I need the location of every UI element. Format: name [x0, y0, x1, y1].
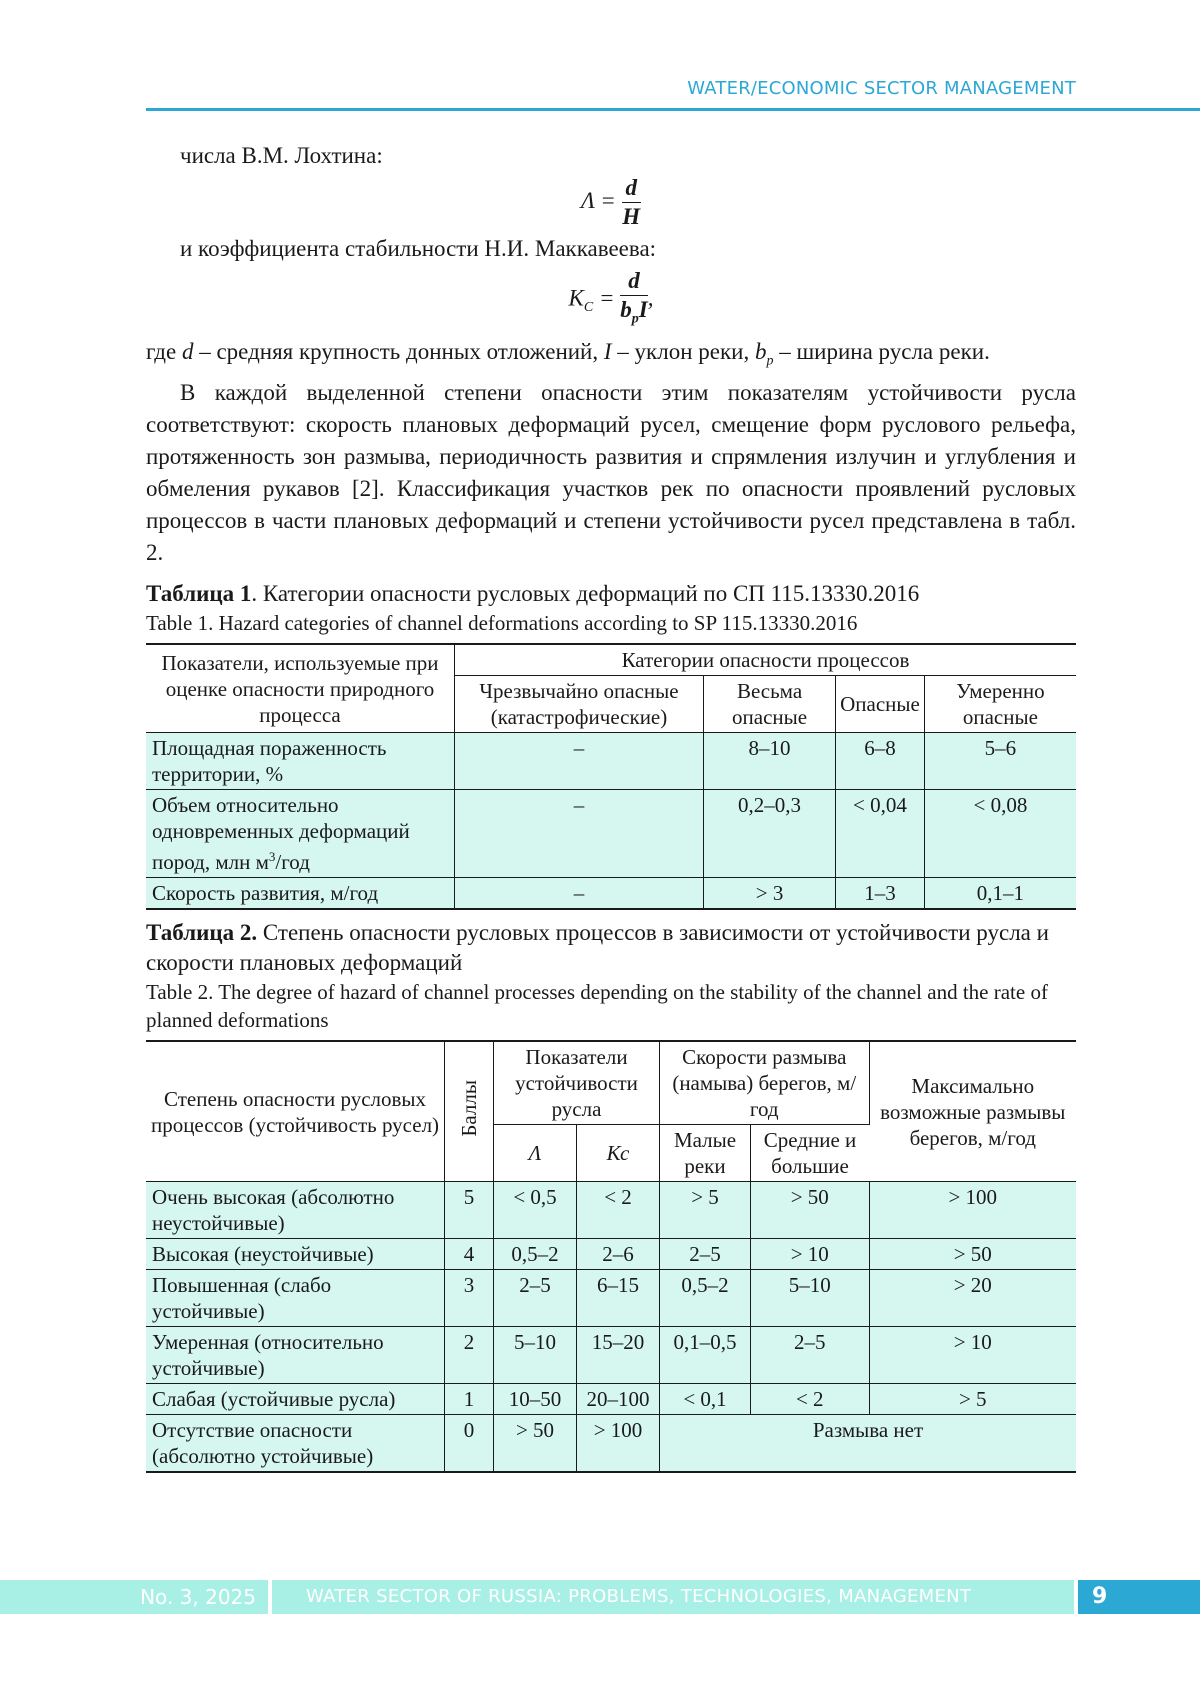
formula2-eq: = [598, 285, 615, 311]
table2-medium: 2–5 [751, 1327, 870, 1384]
table2-row [146, 1415, 1076, 1473]
table2-max: > 100 [869, 1182, 1076, 1239]
page-number: 9 [1092, 1584, 1108, 1609]
table2-lambda: 5–10 [494, 1327, 577, 1384]
table2-degree: Отсутствие опасности (абсолютно устойчивые) [146, 1415, 445, 1473]
table2-kc-header: Кс [577, 1125, 660, 1182]
table1-row-label-text: Объем относительно одновременных деформаций пород, млн м [152, 793, 410, 875]
table2-score: 2 [445, 1327, 494, 1384]
where-part4: – ширина русла реки. [773, 338, 990, 364]
table2-merged-cell: Размыва нет [660, 1415, 1077, 1473]
table1-group-header: Категории опасности процессов [455, 644, 1077, 676]
table2-kc: > 100 [577, 1415, 660, 1473]
table2-lambda: > 50 [494, 1415, 577, 1473]
table2-stability-header: Показатели устойчивости русла [494, 1041, 660, 1125]
where-b: b [754, 338, 767, 364]
table2-medium: > 10 [751, 1239, 870, 1270]
table2-kc: 20–100 [577, 1384, 660, 1415]
table1-caption-bold: Таблица 1 [146, 581, 252, 607]
footer-issue-bar [0, 1580, 268, 1614]
table2-kc: 2–6 [577, 1239, 660, 1270]
where-d: d [181, 338, 194, 364]
table2-lambda: 2–5 [494, 1270, 577, 1327]
table1-cell: – [455, 878, 704, 910]
table2-score: 5 [445, 1182, 494, 1239]
table2-kc: < 2 [577, 1182, 660, 1239]
table1-row-label [146, 790, 455, 878]
table2-max: > 50 [869, 1239, 1076, 1270]
table1-cell: < 0,08 [924, 790, 1076, 878]
table1-row-label-post: /год [275, 850, 310, 875]
table2-lambda: 0,5–2 [494, 1239, 577, 1270]
formula2-fraction [620, 267, 647, 334]
table1-row [146, 790, 1076, 878]
where-part3: – уклон реки, [611, 338, 755, 364]
table2-max-header: Максимально возможные размывы берегов, м/год [869, 1041, 1076, 1182]
table2-degree-header: Степень опасности русловых процессов (устойчивость русел) [146, 1041, 445, 1182]
table2-row [146, 1182, 1076, 1239]
formula-fraction [622, 174, 642, 231]
table2-small: 2–5 [660, 1239, 751, 1270]
table1-cell: > 3 [704, 878, 836, 910]
where-part2: – средняя крупность донных отложений, [193, 338, 604, 364]
table2-small: > 5 [660, 1182, 751, 1239]
table2-medium: 5–10 [751, 1270, 870, 1327]
formula-lokhtin [146, 174, 1076, 231]
table1-cell: – [455, 733, 704, 790]
table1-row [146, 733, 1076, 790]
table2-medium: > 50 [751, 1182, 870, 1239]
table2-medium: < 2 [751, 1384, 870, 1415]
formula2-tail: , [647, 285, 654, 311]
table1-row [146, 878, 1076, 910]
formula2-den-sub: p [631, 311, 639, 327]
table1-caption [146, 579, 1076, 609]
table2-row [146, 1270, 1076, 1327]
article-body [146, 140, 1076, 1473]
table2-speed-header: Скорости размыва (намыва) берегов, м/год [660, 1041, 870, 1125]
formula2-lhs: K [568, 285, 584, 311]
header-rule [146, 108, 1200, 111]
table1-cell: < 0,04 [836, 790, 925, 878]
table2-row [146, 1239, 1076, 1270]
table2-max: > 10 [869, 1327, 1076, 1384]
paragraph-main: В каждой выделенной степени опасности этим показателям устойчивости русла соответствуют: скорость плановых деформаций русел, смещение форм руслового рельефа, протяженность зон размыва, периодичность развития и спрямления излучин и углубления и обмеления рукавов [2]. Классификация участков рек по опасности проявлений русловых процессов в части плановых деформаций и степени устойчивости русел представлена в табл. 2. [146, 380, 1076, 566]
footer-issue: No. 3, 2025 [140, 1585, 256, 1609]
table2-caption-rest: Степень опасности русловых процессов в зависимости от устойчивости русла и скорости плановых деформаций [146, 920, 1049, 976]
table2-degree: Умеренная (относительно устойчивые) [146, 1327, 445, 1384]
table1-col-header: Чрезвычайно опасные (катастрофические) [455, 676, 704, 733]
table2-medium-header: Средние и большие [751, 1125, 870, 1182]
table2-lambda-header: Λ [494, 1125, 577, 1182]
formula-numerator: d [622, 174, 642, 203]
table1-row-label: Скорость развития, м/год [146, 878, 455, 910]
table2-kc: 15–20 [577, 1327, 660, 1384]
table2-score: 0 [445, 1415, 494, 1473]
table2-score: 1 [445, 1384, 494, 1415]
table2-degree: Высокая (неустойчивые) [146, 1239, 445, 1270]
paragraph-stability: и коэффициента стабильности Н.И. Маккавеева: [180, 236, 657, 261]
table1-cell: 5–6 [924, 733, 1076, 790]
table2-score: 4 [445, 1239, 494, 1270]
table1-cell: 0,1–1 [924, 878, 1076, 910]
table2-max: > 5 [869, 1384, 1076, 1415]
table1-row-header: Показатели, используемые при оценке опасности природного процесса [146, 644, 455, 733]
footer-page-box [1078, 1580, 1200, 1614]
formula2-denominator [620, 296, 647, 334]
running-head: WATER/ECONOMIC SECTOR MANAGEMENT [687, 78, 1076, 99]
table1-col-header: Опасные [836, 676, 925, 733]
paragraph-where [146, 336, 1076, 378]
table1 [146, 643, 1076, 910]
table1-row-label-sup: 3 [268, 849, 276, 865]
table2-kc: 6–15 [577, 1270, 660, 1327]
table2-caption-en: Table 2. The degree of hazard of channel processes depending on the stability of the channel and the rate of planned deformations [146, 980, 1048, 1033]
table2-lambda: 10–50 [494, 1384, 577, 1415]
formula-eq: = [600, 187, 616, 213]
formula2-numerator: d [620, 267, 647, 296]
table2-row [146, 1384, 1076, 1415]
where-part1: где [146, 338, 182, 364]
table1-col-header: Весьма опасные [704, 676, 836, 733]
table1-cell: 0,2–0,3 [704, 790, 836, 878]
table2 [146, 1040, 1076, 1473]
table2-score-header-text: Баллы [457, 1080, 481, 1137]
table2-lambda: < 0,5 [494, 1182, 577, 1239]
table2-degree: Слабая (устойчивые русла) [146, 1384, 445, 1415]
formula-denominator: H [622, 204, 641, 229]
table1-caption-en: Table 1. Hazard categories of channel deformations according to SP 115.13330.2016 [146, 611, 858, 636]
formula-makkaveev [146, 267, 1076, 334]
paragraph-intro: числа В.М. Лохтина: [180, 143, 383, 168]
table2-small: 0,5–2 [660, 1270, 751, 1327]
table2-small: < 0,1 [660, 1384, 751, 1415]
formula2-lhs-sub: C [583, 300, 594, 316]
table2-score: 3 [445, 1270, 494, 1327]
formula-lhs: Λ [580, 187, 595, 213]
table1-cell: 1–3 [836, 878, 925, 910]
formula2-den-i: I [638, 297, 648, 322]
table2-caption [146, 918, 1076, 978]
table2-small-header: Малые реки [660, 1125, 751, 1182]
table2-max: > 20 [869, 1270, 1076, 1327]
table1-row-label: Площадная пораженность территории, % [146, 733, 455, 790]
table2-score-header [445, 1041, 494, 1182]
table1-cell: 8–10 [704, 733, 836, 790]
table1-caption-rest: . Категории опасности русловых деформаций по СП 115.13330.2016 [251, 581, 920, 607]
where-i: I [603, 338, 612, 364]
table2-row [146, 1327, 1076, 1384]
table1-col-header: Умеренно опасные [924, 676, 1076, 733]
table1-cell: 6–8 [836, 733, 925, 790]
footer-journal-bar [272, 1580, 1074, 1614]
table2-caption-bold: Таблица 2. [146, 920, 258, 946]
table2-small: 0,1–0,5 [660, 1327, 751, 1384]
where-bsub: p [766, 353, 774, 369]
formula2-den-b: b [620, 297, 632, 322]
table2-degree: Очень высокая (абсолютно неустойчивые) [146, 1182, 445, 1239]
table1-cell: – [455, 790, 704, 878]
table2-degree: Повышенная (слабо устойчивые) [146, 1270, 445, 1327]
footer-journal: WATER SECTOR OF RUSSIA: PROBLEMS, TECHNOLOGIES, MANAGEMENT [306, 1586, 972, 1607]
